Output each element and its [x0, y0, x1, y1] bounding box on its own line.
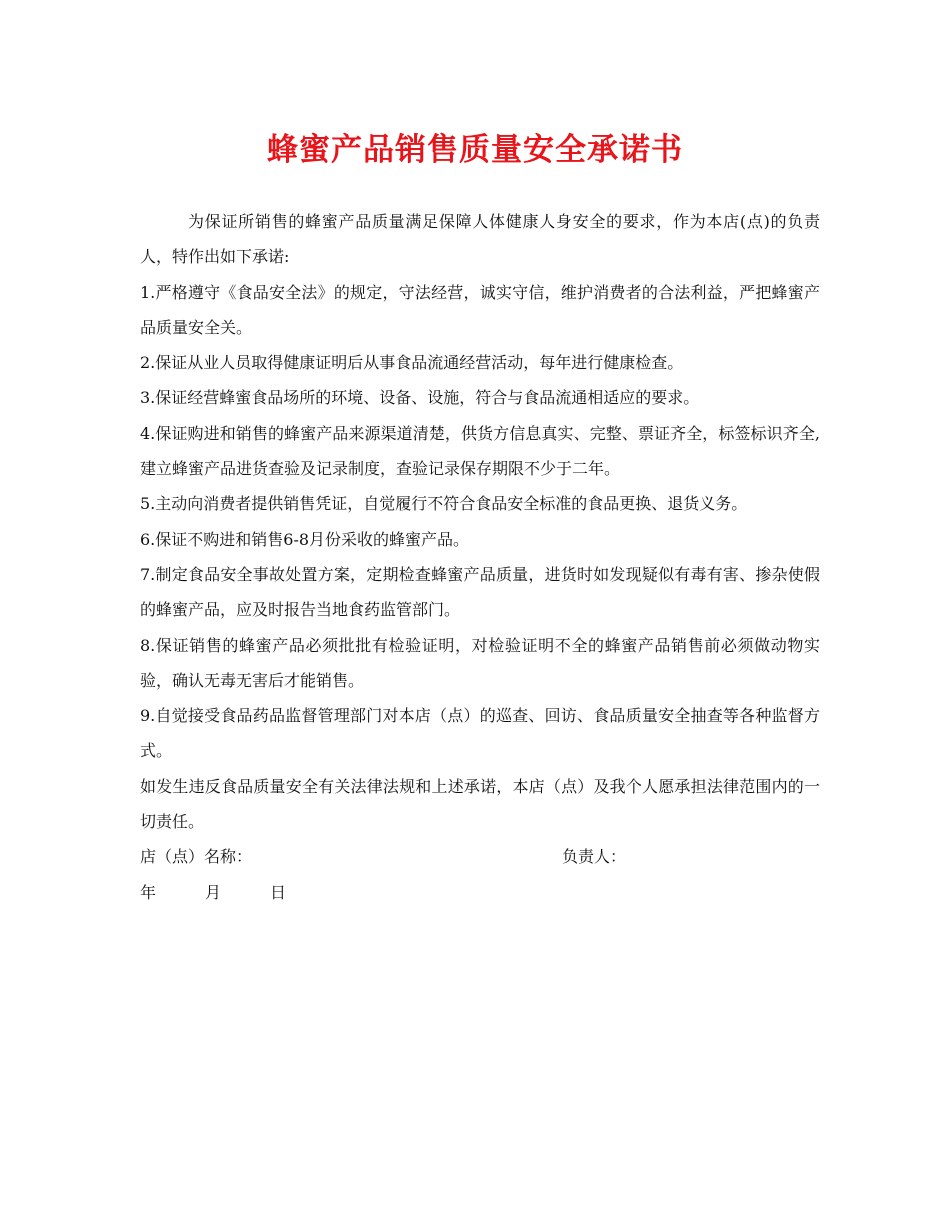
- commitment-item-2: 2.保证从业人员取得健康证明后从事食品流通经营活动，每年进行健康检查。: [140, 353, 684, 373]
- date-day-label: 日: [270, 882, 287, 902]
- commitment-item-1: 1.严格遵守《食品安全法》的规定，守法经营，诚实守信，维护消费者的合法利益，严把蜂蜜产品质量安全关。: [140, 282, 820, 337]
- document-body: [140, 204, 820, 910]
- commitment-item-9: 9.自觉接受食品药品监督管理部门对本店（点）的巡查、回访、食品质量安全抽查等各种监督方式。: [140, 706, 820, 761]
- commitment-item-4: 4.保证购进和销售的蜂蜜产品来源渠道清楚，供货方信息真实、完整、票证齐全，标签标识齐全,建立蜂蜜产品进货查验及记录制度，查验记录保存期限不少于二年。: [140, 423, 820, 479]
- document-title: 蜂蜜产品销售质量安全承诺书: [267, 132, 683, 168]
- closing-paragraph: 如发生违反食品质量安全有关法律法规和上述承诺，本店（点）及我个人愿承担法律范围内的一切责任。: [140, 776, 820, 832]
- commitment-item-5: 5.主动向消费者提供销售凭证，自觉履行不符合食品安全标准的食品更换、退货义务。: [140, 494, 748, 514]
- date-month-label: 月: [205, 882, 222, 902]
- commitment-item-7: 7.制定食品安全事故处置方案，定期检查蜂蜜产品质量，进货时如发现疑似有毒有害、掺杂使假的蜂蜜产品，应及时报告当地食药监管部门。: [140, 564, 820, 620]
- store-name-label: 店（点）名称：: [140, 847, 253, 867]
- commitment-item-3: 3.保证经营蜂蜜食品场所的环境、设备、设施，符合与食品流通相适应的要求。: [140, 388, 700, 408]
- commitment-item-6: 6.保证不购进和销售6-8月份采收的蜂蜜产品。: [140, 529, 470, 549]
- date-row: [140, 875, 820, 910]
- date-year-label: 年: [140, 882, 157, 902]
- commitment-item-8: 8.保证销售的蜂蜜产品必须批批有检验证明，对检验证明不全的蜂蜜产品销售前必须做动物实验，确认无毒无害后才能销售。: [140, 635, 820, 690]
- intro-paragraph: 为保证所销售的蜂蜜产品质量满足保障人体健康人身安全的要求，作为本店(点)的负责人，特作出如下承诺:: [140, 212, 820, 267]
- signature-row: [140, 839, 820, 874]
- responsible-person-label: 负责人：: [562, 847, 627, 867]
